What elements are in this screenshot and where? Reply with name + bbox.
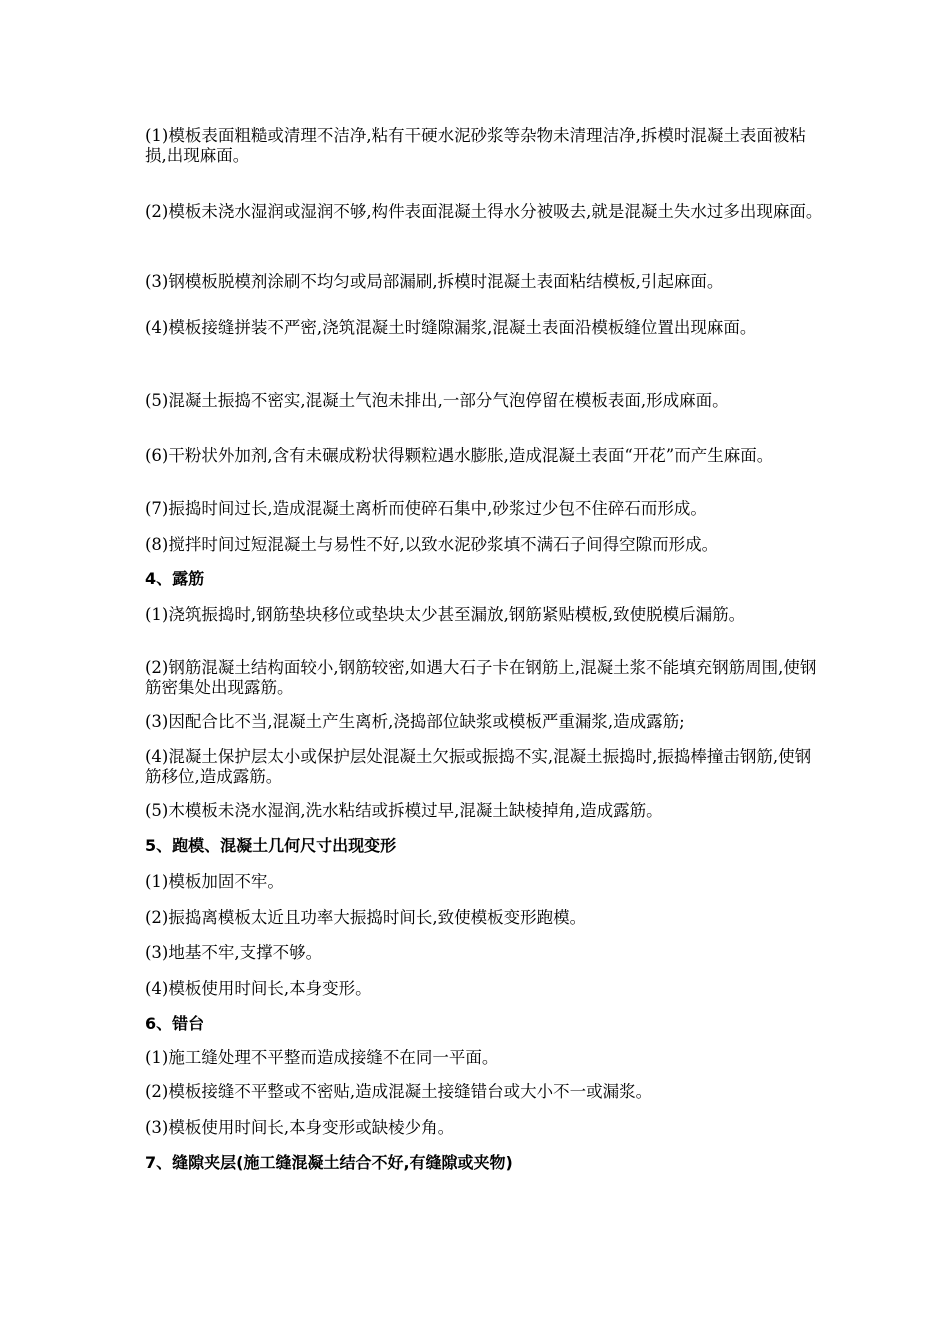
- paragraph-6-1: (1)施工缝处理不平整而造成接缝不在同一平面。: [145, 1048, 499, 1067]
- paragraph-3-2: (2)模板未浇水湿润或湿润不够,构件表面混凝土得水分被吸去,就是混凝土失水过多出现麻面。: [145, 202, 823, 221]
- paragraph-3-1: (1)模板表面粗糙或清理不洁净,粘有干硬水泥砂浆等杂物未清理洁净,拆模时混凝土表面被粘损,出现麻面。: [145, 126, 806, 165]
- section-heading-4: 4、露筋: [145, 569, 205, 588]
- paragraph-5-3: (3)地基不牢,支撑不够。: [145, 943, 323, 962]
- paragraph-5-4: (4)模板使用时间长,本身变形。: [145, 979, 372, 998]
- paragraph-4-3: (3)因配合比不当,混凝土产生离析,浇捣部位缺浆或模板严重漏浆,造成露筋;: [145, 712, 685, 731]
- section-heading-7: 7、缝隙夹层(施工缝混凝土结合不好,有缝隙或夹物): [145, 1153, 513, 1172]
- paragraph-5-2: (2)振捣离模板太近且功率大振捣时间长,致使模板变形跑模。: [145, 908, 587, 927]
- paragraph-4-1: (1)浇筑振捣时,钢筋垫块移位或垫块太少甚至漏放,钢筋紧贴模板,致使脱模后漏筋。: [145, 605, 746, 624]
- paragraph-3-7: (7)振捣时间过长,造成混凝土离析而使碎石集中,砂浆过少包不住碎石而形成。: [145, 499, 707, 518]
- paragraph-3-6: (6)干粉状外加剂,含有未碾成粉状得颗粒遇水膨胀,造成混凝土表面“开花”而产生麻面。: [145, 446, 774, 465]
- paragraph-3-3: (3)钢模板脱模剂涂刷不均匀或局部漏刷,拆模时混凝土表面粘结模板,引起麻面。: [145, 272, 724, 291]
- paragraph-4-4: (4)混凝土保护层太小或保护层处混凝土欠振或振捣不实,混凝土振捣时,振捣棒撞击钢筋,使钢筋移位,造成露筋。: [145, 747, 812, 786]
- section-heading-5: 5、跑模、混凝土几何尺寸出现变形: [145, 836, 397, 855]
- paragraph-5-1: (1)模板加固不牢。: [145, 872, 284, 891]
- paragraph-3-8: (8)搅拌时间过短混凝土与易性不好,以致水泥砂浆填不满石子间得空隙而形成。: [145, 535, 719, 554]
- paragraph-4-2: (2)钢筋混凝土结构面较小,钢筋较密,如遇大石子卡在钢筋上,混凝土浆不能填充钢筋周围,使钢筋密集处出现露筋。: [145, 658, 817, 697]
- paragraph-3-4: (4)模板接缝拼装不严密,浇筑混凝土时缝隙漏浆,混凝土表面沿模板缝位置出现麻面。: [145, 318, 757, 337]
- paragraph-4-5: (5)木模板未浇水湿润,洗水粘结或拆模过早,混凝土缺棱掉角,造成露筋。: [145, 801, 663, 820]
- paragraph-6-2: (2)模板接缝不平整或不密贴,造成混凝土接缝错台或大小不一或漏浆。: [145, 1082, 653, 1101]
- section-heading-6: 6、错台: [145, 1014, 205, 1033]
- paragraph-3-5: (5)混凝土振捣不密实,混凝土气泡未排出,一部分气泡停留在模板表面,形成麻面。: [145, 391, 729, 410]
- paragraph-6-3: (3)模板使用时间长,本身变形或缺棱少角。: [145, 1118, 455, 1137]
